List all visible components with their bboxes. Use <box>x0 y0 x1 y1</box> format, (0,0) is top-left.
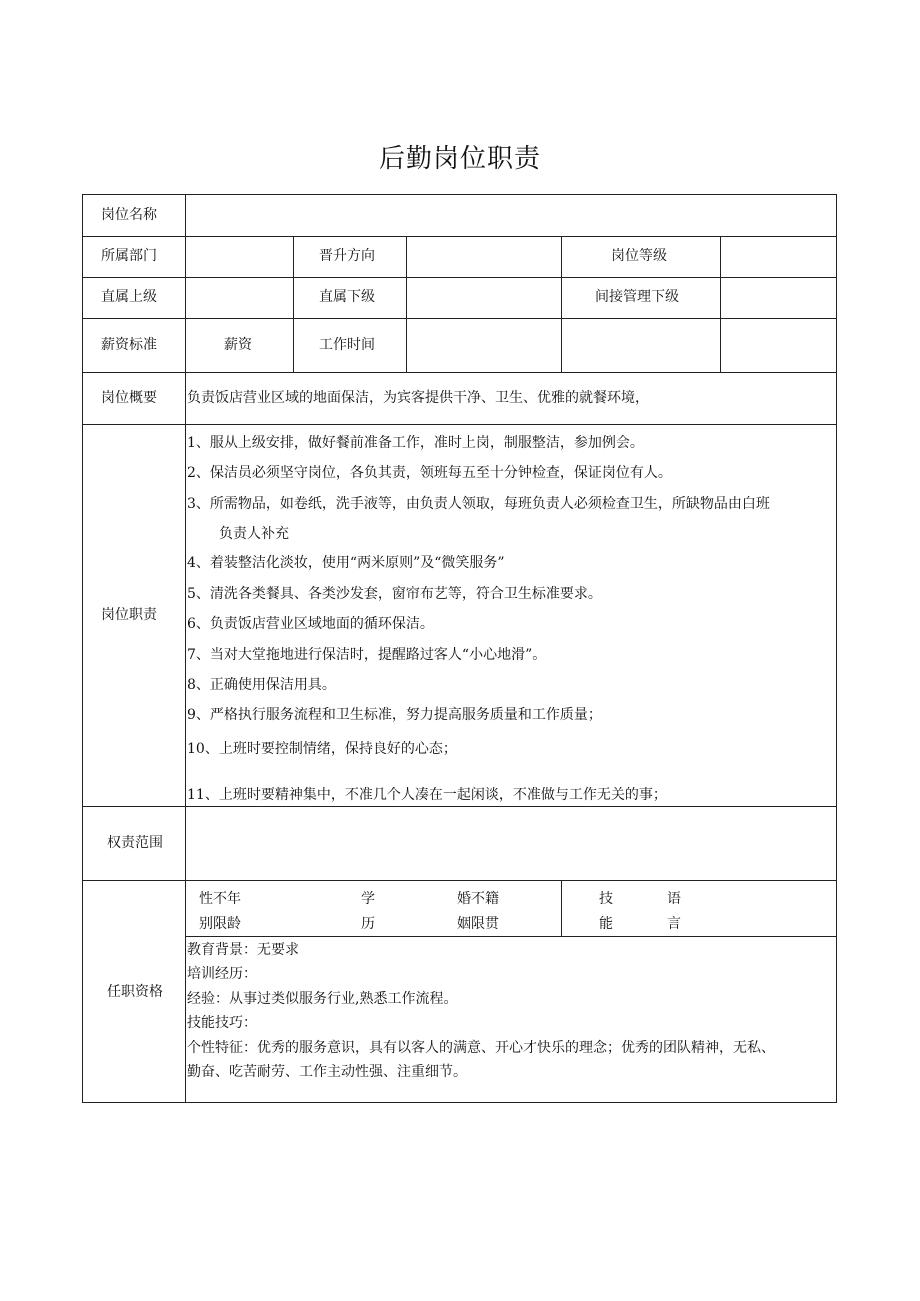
row-divider <box>83 318 836 319</box>
duty-item: 10、上班时要控制情绪，保持良好的心态； <box>187 741 457 757</box>
duty-item: 7、当对大堂拖地进行保洁时，提醒路过客人“小心地滑”。 <box>187 647 547 663</box>
duty-item: 9、严格执行服务流程和卫生标准，努力提高服务质量和工作质量； <box>187 707 602 723</box>
col-divider <box>720 236 721 372</box>
row-divider <box>83 424 836 425</box>
qual-origin: 籍 <box>485 891 499 907</box>
qual-skill: 能 <box>599 916 613 932</box>
qual-noreq: 不 <box>471 891 485 907</box>
label-promotion: 晋升方向 <box>319 248 375 264</box>
label-salary-standard: 薪资标准 <box>101 337 157 353</box>
qual-age: 年 <box>227 891 241 907</box>
duty-item: 11、上班时要精神集中，不准几个人凑在一起闲谈，不准做与工作无关的事； <box>187 787 667 803</box>
qual-line: 勤奋、吃苦耐劳、工作主动性强、注重细节。 <box>187 1064 467 1080</box>
qual-gender: 别 <box>199 916 213 932</box>
label-indirect: 间接管理下级 <box>595 289 679 305</box>
row-divider <box>83 806 836 807</box>
duty-item: 5、清洗各类餐具、各类沙发套，窗帘布艺等，符合卫生标准要求。 <box>187 586 602 602</box>
qual-education: 历 <box>361 916 375 932</box>
qual-marriage: 姻 <box>457 916 471 932</box>
qual-noreq: 限 <box>213 916 227 932</box>
duty-item: 8、正确使用保洁用具。 <box>187 677 336 693</box>
qual-noreq: 限 <box>471 916 485 932</box>
qual-marriage: 婚 <box>457 891 471 907</box>
page-title: 后勤岗位职责 <box>378 144 541 174</box>
col-divider <box>185 195 186 1102</box>
qual-line: 培训经历： <box>187 966 257 982</box>
qual-language: 言 <box>667 916 681 932</box>
overview-text: 负责饭店营业区域的地面保洁，为宾客提供干净、卫生、优雅的就餐环境， <box>187 390 649 406</box>
qual-line: 经验：从事过类似服务行业,熟悉工作流程。 <box>187 991 458 1007</box>
qual-line: 技能技巧： <box>187 1015 257 1031</box>
row-divider <box>83 880 836 881</box>
qual-education: 学 <box>361 891 375 907</box>
row-divider <box>83 236 836 237</box>
row-divider <box>83 277 836 278</box>
qual-skill: 技 <box>599 891 613 907</box>
qual-line: 教育背景：无要求 <box>187 942 299 958</box>
col-divider <box>561 880 562 936</box>
label-duties: 岗位职责 <box>101 607 157 623</box>
col-divider <box>561 236 562 372</box>
label-worktime: 工作时间 <box>319 337 375 353</box>
duty-item: 负责人补充 <box>219 526 289 542</box>
job-table <box>82 194 837 1103</box>
duty-item: 3、所需物品，如卷纸，洗手液等，由负责人领取，每班负责人必须检查卫生，所缺物品由白班 <box>187 496 770 512</box>
col-divider <box>406 236 407 372</box>
label-job-name: 岗位名称 <box>101 207 157 223</box>
duty-item: 1、服从上级安排，做好餐前准备工作，准时上岗，制服整洁，参加例会。 <box>187 435 644 451</box>
label-salary: 薪资 <box>224 337 252 353</box>
label-department: 所属部门 <box>101 248 157 264</box>
label-superior: 直属上级 <box>101 289 157 305</box>
duty-item: 4、着装整洁化淡妆，使用“两米原则”及“微笑服务” <box>187 555 505 571</box>
qual-line: 个性特征：优秀的服务意识，具有以客人的满意、开心才快乐的理念；优秀的团队精神，无私、 <box>187 1040 775 1056</box>
qual-age: 龄 <box>227 916 241 932</box>
label-authority: 权责范围 <box>107 835 163 851</box>
label-qualification: 任职资格 <box>107 984 163 1000</box>
label-subordinate: 直属下级 <box>319 289 375 305</box>
qual-gender: 性 <box>199 891 213 907</box>
row-divider <box>83 372 836 373</box>
qual-language: 语 <box>667 891 681 907</box>
row-divider <box>186 936 836 937</box>
duty-item: 6、负责饭店营业区域地面的循环保洁。 <box>187 616 434 632</box>
duty-item: 2、保洁员必须坚守岗位，各负其责，领班每五至十分钟检查，保证岗位有人。 <box>187 465 672 481</box>
qual-noreq: 不 <box>213 891 227 907</box>
qual-origin: 贯 <box>485 916 499 932</box>
col-divider <box>293 236 294 372</box>
label-overview: 岗位概要 <box>101 390 157 406</box>
label-grade: 岗位等级 <box>611 248 667 264</box>
